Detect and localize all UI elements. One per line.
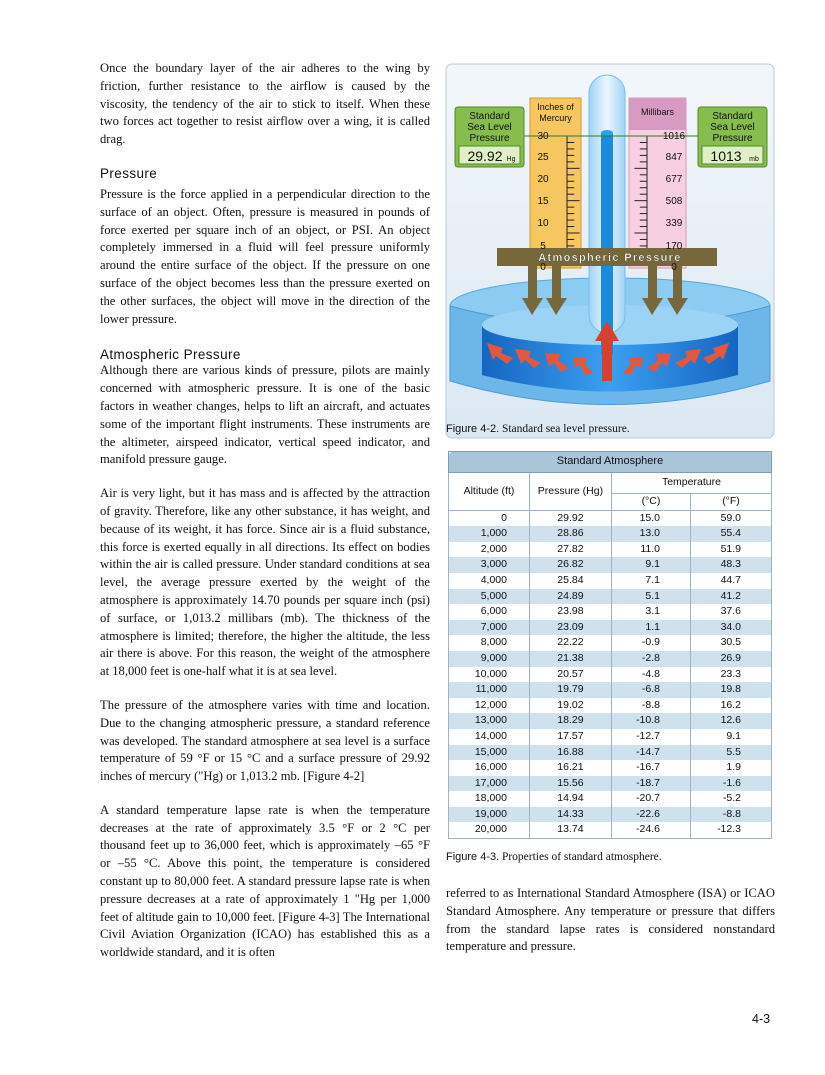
altitude-cell: 6,000 [449,604,530,620]
altitude-cell: 15,000 [449,745,530,761]
celsius-cell: -4.8 [611,667,690,683]
pressure-cell: 16.21 [529,760,611,776]
heading-pressure: Pressure [100,165,158,181]
table-row [449,635,772,651]
pressure-cell: 16.88 [529,745,611,761]
altitude-cell: 18,000 [449,791,530,807]
paragraph-drag: Once the boundary layer of the air adheres to the wing by friction, further resistance to the airflow is caused by the viscosity, the tendency of the air to stick to itself. When these two forces act together to resist airflow over a wing, it is called drag. [100,61,430,147]
paragraph-standard-atmosphere: The pressure of the atmosphere varies with time and location. Due to the changing atmospheric pressure, a standard reference was developed. The standard atmosphere at sea level is a surface temperature of 59 °F or 15 °C and a surface pressure of 29.92 inches of mercury ("Hg) or 1,013.2 mb. [Figure 4-2] [100,697,430,784]
celsius-cell: -2.8 [611,651,690,667]
fahrenheit-cell: 55.4 [691,526,772,542]
table-row [449,557,772,573]
table-row [449,698,772,714]
table-row [449,745,772,761]
column-header-fahrenheit: (°F) [691,494,772,511]
altitude-cell: 7,000 [449,620,530,636]
fahrenheit-cell: 34.0 [691,620,772,636]
fahrenheit-cell: -5.2 [691,791,772,807]
pressure-cell: 24.89 [529,589,611,605]
fahrenheit-cell: 41.2 [691,589,772,605]
celsius-cell: 15.0 [611,510,690,526]
celsius-cell: -24.6 [611,822,690,838]
celsius-cell: -12.7 [611,729,690,745]
altitude-cell: 9,000 [449,651,530,667]
figure-3-label: Figure 4-3. [446,851,500,863]
table-row [449,822,772,838]
fahrenheit-cell: 1.9 [691,760,772,776]
inch-tick-label: 10 [537,218,549,229]
left-pressure-value: 29.92 [467,148,503,164]
inch-tick-label: 25 [537,152,549,163]
table-row [449,791,772,807]
table-row [449,510,772,526]
table-row [449,667,772,683]
pressure-cell: 18.29 [529,713,611,729]
left-column [100,60,430,962]
figure-2-label: Figure 4-2. [446,423,500,435]
celsius-cell: 13.0 [611,526,690,542]
celsius-cell: -14.7 [611,745,690,761]
celsius-cell: 3.1 [611,604,690,620]
altitude-cell: 20,000 [449,822,530,838]
altitude-cell: 16,000 [449,760,530,776]
left-pressure-unit: Hg [506,156,516,163]
fahrenheit-cell: 51.9 [691,542,772,558]
figure-3-caption-text: Properties of standard atmosphere. [501,851,662,863]
table-row [449,589,772,605]
altitude-cell: 19,000 [449,807,530,823]
pressure-cell: 14.94 [529,791,611,807]
celsius-cell: 9.1 [611,557,690,573]
heading-atmospheric-pressure: Atmospheric Pressure [100,347,241,363]
fahrenheit-cell: 59.0 [691,510,772,526]
inches-title-line: Mercury [539,113,572,123]
altitude-cell: 1,000 [449,526,530,542]
inch-tick-label: 0 [540,262,546,273]
pressure-cell: 21.38 [529,651,611,667]
pressure-cell: 28.86 [529,526,611,542]
altitude-cell: 13,000 [449,713,530,729]
pressure-illustration [445,63,775,439]
pressure-cell: 19.02 [529,698,611,714]
pressure-cell: 15.56 [529,776,611,792]
celsius-cell: 5.1 [611,589,690,605]
fahrenheit-cell: 37.6 [691,604,772,620]
fahrenheit-cell: 23.3 [691,667,772,683]
table-row [449,651,772,667]
table-title: Standard Atmosphere [449,452,772,473]
left-box-title-line: Standard [469,111,510,122]
column-header-celsius: (°C) [611,494,690,511]
paragraph-pressure: Pressure is the force applied in a perpendicular direction to the surface of an object. Often, pressure is measured in pounds of force exerted per square inch of an object, or PSI. An object completely immersed in a fluid will feel pressure uniformly around the entire surface of the object. If the pressure on one surface of the object becomes less than the pressure exerted on the other surfaces, the object will move in the direction of the lower pressure. [100,186,430,326]
right-pressure-unit: mb [749,156,759,163]
altitude-cell: 8,000 [449,635,530,651]
fahrenheit-cell: -8.8 [691,807,772,823]
paragraph-atmospheric-2: Air is very light, but it has mass and is affected by the attraction of gravity. Therefore, like any other substance, it has weight, and because of its weight, it has force. Since air is a fluid substance, this force is exerted equally in all directions. Its effect on bodies within the air is called pressure. Under standard conditions at sea level, the average pressure exerted by the weight of the atmosphere is approximately 14.70 pounds per square inch (psi) of surface, or 1,013.2 millibars (mb). The thickness of the atmosphere is limited; therefore, the higher the altitude, the less air there is above. For this reason, the weight of the atmosphere at 18,000 feet is one-half what it is at sea level. [100,486,430,679]
pressure-cell: 29.92 [529,510,611,526]
fahrenheit-cell: 48.3 [691,557,772,573]
standard-atmosphere-table-wrap [448,451,772,839]
inch-tick-label: 5 [540,241,546,252]
table-row [449,573,772,589]
pressure-cell: 27.82 [529,542,611,558]
table-row [449,620,772,636]
table-row [449,682,772,698]
left-box-title-line: Pressure [469,133,510,144]
celsius-cell: 1.1 [611,620,690,636]
millibar-tick-label: 847 [665,152,683,163]
table-row [449,526,772,542]
millibar-tick-label: 0 [671,262,677,273]
pressure-cell: 19.79 [529,682,611,698]
fahrenheit-cell: 5.5 [691,745,772,761]
inch-tick-label: 30 [537,131,549,142]
fahrenheit-cell: 16.2 [691,698,772,714]
celsius-cell: -16.7 [611,760,690,776]
column-header-pressure: Pressure (Hg) [529,473,611,511]
table-row [449,760,772,776]
inch-tick-label: 20 [537,174,549,185]
celsius-cell: -0.9 [611,635,690,651]
table-row [449,542,772,558]
millibar-tick-label: 508 [665,196,683,207]
altitude-cell: 0 [449,510,530,526]
millibar-tick-label: 339 [665,218,683,229]
figure-2-caption-text: Standard sea level pressure. [501,423,630,435]
paragraph-lapse-rate: A standard temperature lapse rate is when the temperature decreases at the rate of approximately 3.5 °F or 2 °C per thousand feet up to 36,000 feet, which is approximately –65 °F or –55 °C. Above this point, the temperature is considered constant up to 80,000 feet. A standard pressure lapse rate is when pressure decreases at a rate of approximately 1 "Hg per 1,000 feet of altitude gain to 10,000 feet. [Figure 4-3] The International Civil Aviation Organization (ICAO) has established this as a worldwide standard, and it is often [100,802,430,960]
right-box-title-line: Pressure [712,133,753,144]
celsius-cell: -6.8 [611,682,690,698]
altitude-cell: 2,000 [449,542,530,558]
millibar-tick-label: 677 [665,174,683,185]
pressure-cell: 13.74 [529,822,611,838]
table-row [449,807,772,823]
pressure-cell: 23.09 [529,620,611,636]
altitude-cell: 17,000 [449,776,530,792]
fahrenheit-cell: -1.6 [691,776,772,792]
celsius-cell: 11.0 [611,542,690,558]
pressure-cell: 20.57 [529,667,611,683]
fahrenheit-cell: 9.1 [691,729,772,745]
table-row [449,776,772,792]
paragraph-isa: referred to as International Standard Atmosphere (ISA) or ICAO Standard Atmosphere. Any temperature or pressure that differs from the standard lapse rates is considered nonstandard temperature and pressure. [446,886,775,954]
column-header-altitude: Altitude (ft) [449,473,530,511]
pressure-cell: 23.98 [529,604,611,620]
pressure-cell: 25.84 [529,573,611,589]
celsius-cell: -10.8 [611,713,690,729]
figure-standard-sea-level-pressure [445,63,775,439]
table-row [449,729,772,745]
celsius-cell: 7.1 [611,573,690,589]
millibar-tick-label: 1016 [662,131,686,142]
figure-2-caption [446,423,630,435]
inches-title-line: Inches of [537,102,574,112]
altitude-cell: 12,000 [449,698,530,714]
fahrenheit-cell: -12.3 [691,822,772,838]
right-box-title-line: Sea Level [710,122,755,133]
celsius-cell: -18.7 [611,776,690,792]
right-pressure-value: 1013 [710,148,742,164]
figure-3-caption [446,851,662,863]
altitude-cell: 11,000 [449,682,530,698]
fahrenheit-cell: 12.6 [691,713,772,729]
pressure-cell: 14.33 [529,807,611,823]
fahrenheit-cell: 26.9 [691,651,772,667]
altitude-cell: 4,000 [449,573,530,589]
celsius-cell: -20.7 [611,791,690,807]
celsius-cell: -8.8 [611,698,690,714]
altitude-cell: 10,000 [449,667,530,683]
standard-atmosphere-table [448,451,772,839]
left-box-title-line: Sea Level [467,122,512,133]
column-header-temperature: Temperature [611,473,771,494]
table-row [449,713,772,729]
altitude-cell: 5,000 [449,589,530,605]
fahrenheit-cell: 44.7 [691,573,772,589]
pressure-cell: 22.22 [529,635,611,651]
page-number: 4-3 [752,1012,771,1026]
table-row [449,604,772,620]
millibar-tick-label: 170 [665,241,683,252]
altitude-cell: 14,000 [449,729,530,745]
pressure-cell: 17.57 [529,729,611,745]
pressure-cell: 26.82 [529,557,611,573]
millibars-title: Millibars [640,107,675,117]
celsius-cell: -22.6 [611,807,690,823]
banner-text: Atmospheric Pressure [538,252,682,264]
right-box-title-line: Standard [712,111,753,122]
fahrenheit-cell: 19.8 [691,682,772,698]
altitude-cell: 3,000 [449,557,530,573]
inch-tick-label: 15 [537,196,549,207]
fahrenheit-cell: 30.5 [691,635,772,651]
paragraph-atmospheric-1: Although there are various kinds of pressure, pilots are mainly concerned with atmospheric pressure. It is one of the basic factors in weather changes, helps to lift an aircraft, and actuates some of the important flight instruments. These instruments are the altimeter, airspeed indicator, vertical speed indicator, and manifold pressure gauge. [100,363,430,467]
